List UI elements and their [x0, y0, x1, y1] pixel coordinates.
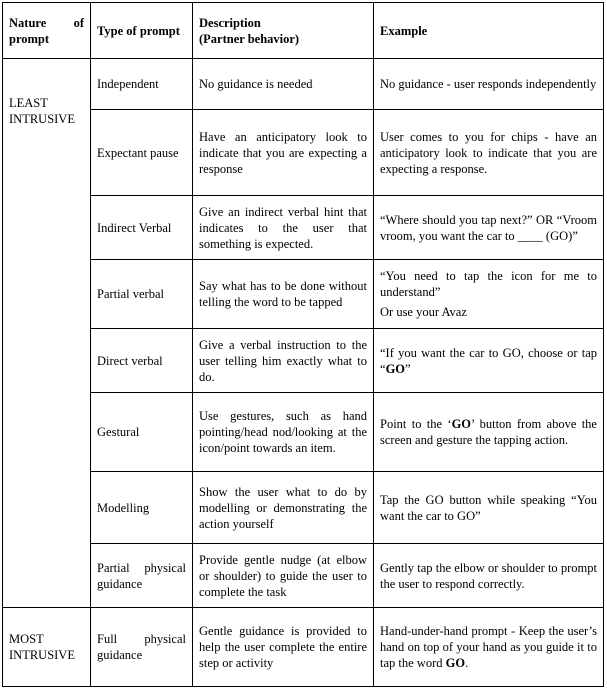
prompt-description: Provide gentle nudge (at elbow or shoulder) to guide the user to complete the task: [193, 544, 374, 608]
prompt-type: Independent: [91, 59, 193, 110]
table-row: [3, 260, 604, 329]
prompt-example: User comes to you for chips - have an anticipatory look to indicate that you are expecting a response.: [374, 110, 604, 196]
example-extra-text: Or use your Avaz: [380, 305, 467, 319]
header-nature-word: Nature: [9, 15, 47, 30]
table-row: [3, 110, 604, 196]
example-text: “If you want the car to GO, choose or tap “: [380, 345, 597, 376]
prompt-example: Gently tap the elbow or shoulder to prompt the user to respond correctly.: [374, 544, 604, 608]
header-row: [3, 3, 604, 59]
prompt-example: No guidance - user responds independently: [374, 59, 604, 110]
prompt-description: Say what has to be done without telling the word to be tapped: [193, 260, 374, 329]
table-row: [3, 329, 604, 393]
table-row: [3, 196, 604, 260]
example-bold-text: GO: [385, 361, 406, 376]
example-text-end: ”: [405, 361, 411, 376]
prompt-type: Expectant pause: [91, 110, 193, 196]
prompt-description: Use gestures, such as hand pointing/head nod/looking at the icon/point towards an item.: [193, 393, 374, 472]
prompt-example: [374, 260, 604, 329]
prompt-type: Partial physical guidance: [91, 544, 193, 608]
header-prompt-word: prompt: [9, 31, 50, 46]
group-most-intrusive: MOST INTRUSIVE: [3, 608, 91, 687]
prompt-hierarchy-table: [2, 2, 604, 687]
prompt-type: Gestural: [91, 393, 193, 472]
header-description-title: Description: [199, 15, 261, 30]
example-bold-text: GO: [445, 656, 466, 670]
header-description-sub: (Partner behavior): [199, 31, 300, 46]
prompt-description: Have an anticipatory look to indicate that you are expecting a response: [193, 110, 374, 196]
table-row: [3, 472, 604, 544]
prompt-type: Full physical guidance: [91, 608, 193, 687]
group-least-intrusive: LEAST INTRUSIVE: [3, 59, 91, 608]
prompt-example: [374, 608, 604, 687]
example-text: “You need to tap the icon for me to understand”: [380, 269, 597, 299]
prompt-type: Partial verbal: [91, 260, 193, 329]
example-text-end: .: [465, 656, 469, 670]
prompt-type: Modelling: [91, 472, 193, 544]
prompt-example: [374, 393, 604, 472]
table-row: [3, 608, 604, 687]
example-text: Point to the ‘: [380, 417, 452, 431]
header-nature: [3, 3, 91, 59]
table-row: [3, 393, 604, 472]
header-description: [193, 3, 374, 59]
prompt-description: Give an indirect verbal hint that indicates to the user that something is expected.: [193, 196, 374, 260]
prompt-description: Gentle guidance is provided to help the user complete the entire step or activity: [193, 608, 374, 687]
prompt-example: Tap the GO button while speaking “You want the car to GO”: [374, 472, 604, 544]
table-row: [3, 59, 604, 110]
header-example: Example: [374, 3, 604, 59]
prompt-type: Direct verbal: [91, 329, 193, 393]
table-row: [3, 544, 604, 608]
example-bold-text: GO: [451, 417, 472, 431]
prompt-description: No guidance is needed: [193, 59, 374, 110]
header-type: Type of prompt: [91, 3, 193, 59]
prompt-description: Show the user what to do by modelling or demonstrating the action yourself: [193, 472, 374, 544]
header-of-word: of: [73, 15, 84, 30]
prompt-example: “Where should you tap next?” OR “Vroom vroom, you want the car to ____ (GO)”: [374, 196, 604, 260]
prompt-type: Indirect Verbal: [91, 196, 193, 260]
prompt-description: Give a verbal instruction to the user telling him exactly what to do.: [193, 329, 374, 393]
prompt-example: [374, 329, 604, 393]
example-text-end: ’ button from above the screen and gesture the tapping action.: [380, 417, 597, 447]
example-text: Hand-under-hand prompt - Keep the user’s hand on top of your hand as you guide it to tap the word: [380, 624, 597, 670]
